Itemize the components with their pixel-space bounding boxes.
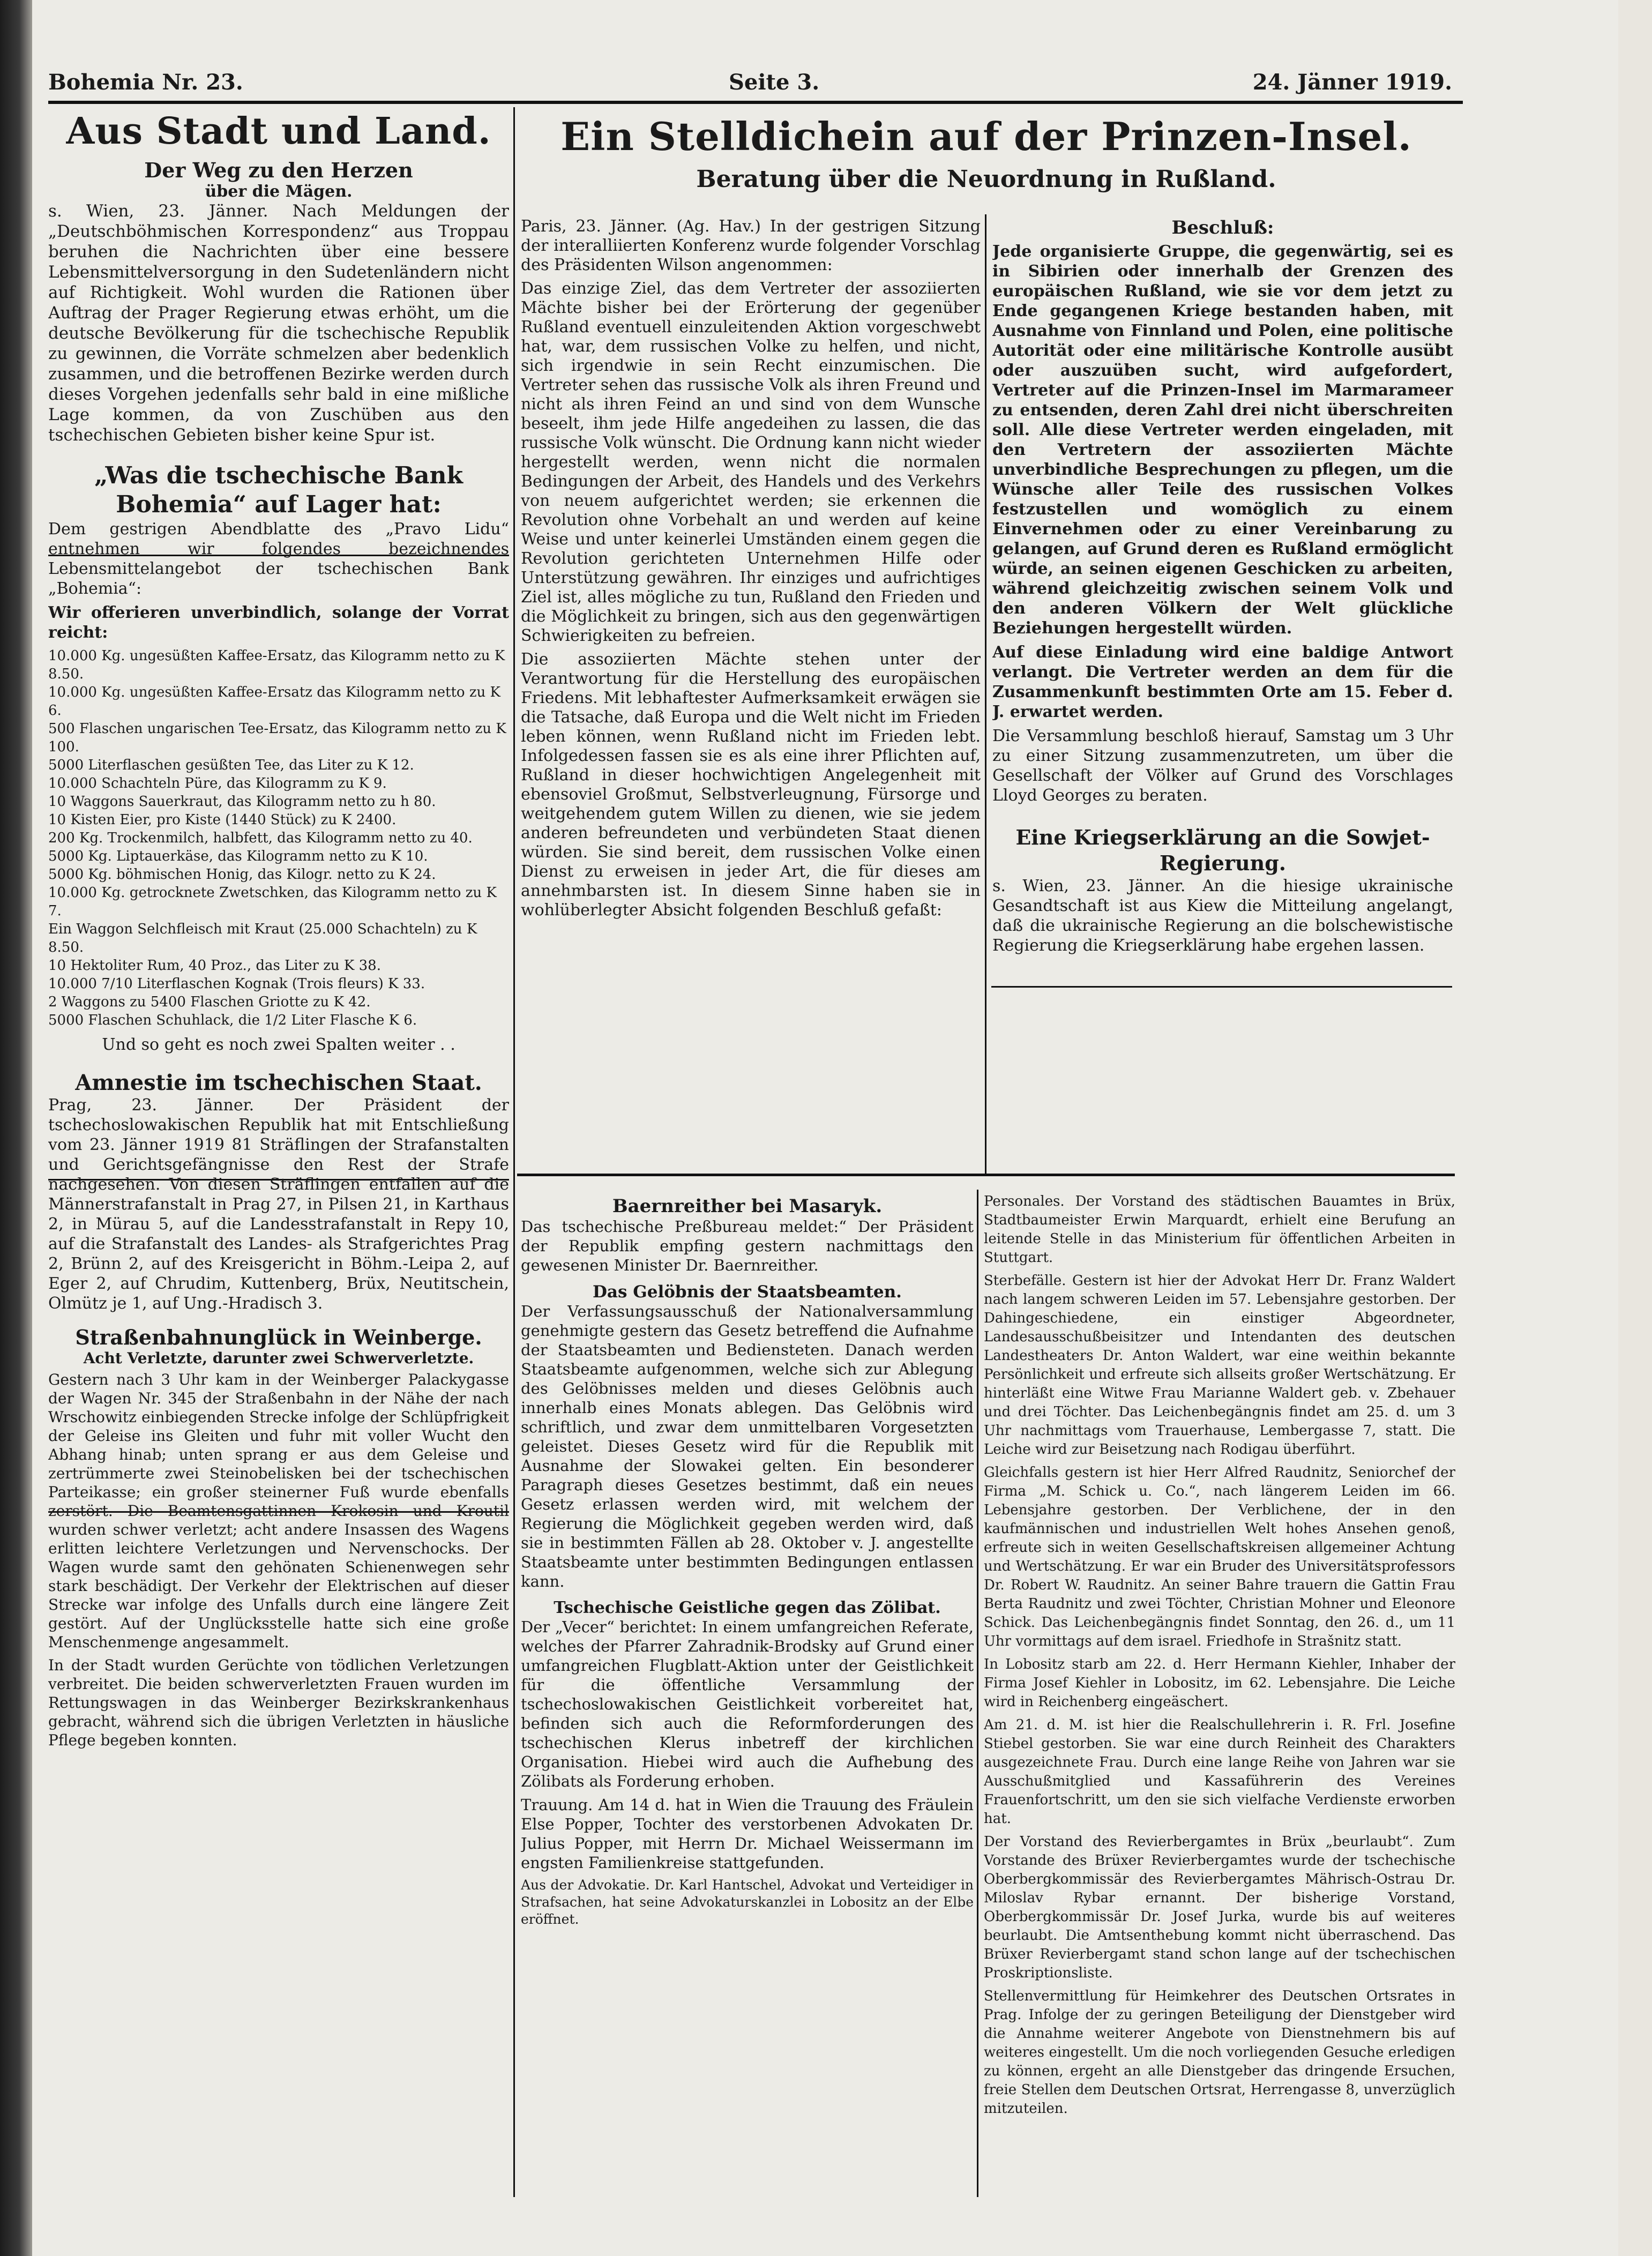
header-left: Bohemia Nr. 23.: [48, 70, 243, 95]
list-item: 5000 Kg. Liptauerkäse, das Kilogramm netto zu K 10.: [48, 848, 428, 864]
article-1-text: s. Wien, 23. Jänner. Nach Meldungen der „Deutschböhmischen Korrespondenz“ aus Troppau beruhen die Nachrichten über eine bessere Lebensmittelversorgung in den Sudetenländern nicht auf Richtigkeit. Wohl wurden die Rationen über Auftrag der Prager Regierung etwas erhöht, um die deutsche Bevölkerung für die tschechische Republik zu gewinnen, die Vorräte schmelzen aber bedenklich zusammen, und die betroffenen Bezirke werden durch dieses Vorgehen jedenfalls sehr bald in eine mißliche Lage kommen, da von Zuschüben aus den tschechischen Gebieten bisher keine Spur ist.: [48, 201, 509, 445]
main-left-column: [521, 217, 981, 1171]
article-3-title: Amnestie im tschechischen Staat.: [75, 1070, 482, 1095]
notice-deaths: Sterbefälle. Gestern ist hier der Advokat Herr Dr. Franz Waldert nach langem schweren Leiden im 57. Lebensjahre gestorben. Der Dahingeschiedene, ein einstiger Abgeordneter, Landesausschußbeisitzer und Intendanten des deutschen Landestheaters Dr. Anton Waldert, war eine weithin bekannte Persönlichkeit und erfreute sich allseits großer Wertschätzung. Er hinterläßt eine Witwe Frau Marianne Waldert geb. v. Zbehauer und drei Töchter. Das Leichenbegängnis findet am 25. d. um 3 Uhr nachmittags vom Trauerhause, Lembergasse 7, statt. Die Leiche wird zur Beisetzung nach Rodigau überführt.: [984, 1273, 1455, 1458]
notice-kiehler: In Lobositz starb am 22. d. Herr Hermann Kiehler, Inhaber der Firma Josef Kiehler in Lobositz, im 62. Lebensjahre. Die Leiche wird in Reichenberg eingeäschert.: [984, 1656, 1455, 1710]
resolution-text-2: Auf diese Einladung wird eine baldige Antwort verlangt. Die Vertreter werden an dem für die Zusammenkunft bestimmten Orte am 15. Feber d. J. erwartet werden.: [992, 643, 1453, 721]
list-item: 10 Waggons Sauerkraut, das Kilogramm netto zu h 80.: [48, 794, 436, 810]
article-1-title: Der Weg zu den Herzen: [144, 158, 413, 182]
main-story-head: [519, 110, 1454, 217]
oath-text: Der Verfassungsausschuß der Nationalversammlung genehmigte gestern das Gesetz betreffend die Aufnahme der Staatsbeamten und Bediensteten. Danach werden Staatsbeamte aufgenommen, welche sich zur Ablegung des Gelöbnisses melden und dieses Gelöbnis auch innerhalb eines Monats ablegen. Das Gelöbnis wird schriftlich, und zwar dem unmittelbaren Vorgesetzten geleistet. Dieses Gesetz wird für die Republik mit Ausnahme der Slowakei gelten. Ein besonderer Paragraph dieses Gesetzes bestimmt, daß ein neues Gesetz erlassen werden wird, mit welchem der Regierung die Möglichkeit gegeben werden wird, daß sie in bestimmten Fällen ab 28. Oktober v. J. angestellte Staatsbeamte unter bestimmten Bedingungen entlassen kann.: [521, 1302, 974, 1590]
page-header: [38, 59, 1452, 102]
list-item: 5000 Flaschen Schuhlack, die 1/2 Liter Flasche K 6.: [48, 1012, 417, 1028]
column-lower-middle: [521, 1192, 974, 2194]
resolution-label: Beschluß:: [1171, 217, 1274, 238]
article-4-text-1: Gestern nach 3 Uhr kam in der Weinberger Palackygasse der Wagen Nr. 345 der Straßenbahn in der Nähe der nach Wrschowitz einbiegenden Strecke infolge der Schlüpfrigkeit der Geleise ins Gleiten und fuhr mit voller Wucht den Abhang hinab; unten sprang er aus dem Geleise und zertrümmerte zwei Steinobelisken bei der tschechischen Parteikasse; ein großer steinerner Fuß wurde ebenfalls zerstört. Die Beamtensgattinnen Krokosin und Kroutil wurden schwer verletzt; acht andere Insassen des Wagens erlitten leichtere Verletzungen und Nervenschocks. Der Wagen wurde samt den gehönaten Schienenwegen sehr stark beschädigt. Der Verkehr der Elektrischen auf dieser Strecke war infolge des Unfalls durch eine längere Zeit gestört. Auf der Unglücksstelle hatte sich eine große Menschenmenge angesammelt.: [48, 1371, 509, 1651]
baernreither-title: Baernreither bei Masaryk.: [612, 1196, 883, 1217]
header-center: Seite 3.: [729, 70, 820, 95]
notice-mining-office: Der Vorstand des Revierbergamtes in Brüx „beurlaubt“. Zum Vorstande des Brüxer Revierbergamtes wurde der tschechische Oberbergkommissär des Revierbergamtes Mährisch-Ostrau Dr. Miloslav Rybar ernannt. Der bisherige Vorstand, Oberbergkommissär Dr. Josef Jurka, wurde bis auf weiteres beurlaubt. Die Amtsenthebung kommt nicht überraschend. Das Brüxer Revierbergamt stand schon lange auf der tschechischen Proskriptionsliste.: [984, 1834, 1455, 1981]
article-1-subtitle: über die Mägen.: [205, 182, 353, 201]
list-item: 10 Hektoliter Rum, 40 Proz., das Liter zu K 38.: [48, 958, 381, 974]
list-item: Ein Waggon Selchfleisch mit Kraut (25.000 Schachteln) zu K 8.50.: [48, 921, 477, 955]
article-2-offer: Wir offerieren unverbindlich, solange der Vorrat reicht:: [48, 603, 509, 642]
article-2-intro: Dem gestrigen Abendblatte des „Pravo Lidu“ entnehmen wir folgendes bezeichnendes Lebensmittelangebot der tschechischen Bank „Bohemia“:: [48, 520, 509, 598]
column-1: [48, 110, 509, 2189]
list-item: 10 Kisten Eier, pro Kiste (1440 Stück) zu K 2400.: [48, 812, 397, 828]
article-2-end: Und so geht es noch zwei Spalten weiter . .: [102, 1035, 455, 1054]
main-right-column: [992, 217, 1453, 1171]
main-text-2: Das einzige Ziel, das dem Vertreter der assoziierten Mächte bisher bei der Erörterung der gegenüber Rußland eventuell einzuleitenden Aktion vorgeschwebt hat, war, dem russischen Volke zu helfen, und nicht, sich irgendwie in sein Recht einzumischen. Die Vertreter sehen das russische Volk als ihren Freund und nicht als ihren Feind an und sind von dem Wunsche beseelt, ihm jede Hilfe angedeihen zu lassen, die das russische Volk wünscht. Die Ordnung kann nicht wieder hergestellt werden, wenn nicht die normalen Bedingungen der Arbeit, des Handels und des Verkehrs von neuem aufgerichtet werden; sie erkennen die Revolution ohne Vorbehalt an und werden auf keine Weise und unter keinerlei Umständen einem gegen die Revolution gerichteten Unternehmen Hilfe oder Unterstützung gewähren. Ihr einziges und aufrichtiges Ziel ist, alles mögliche zu tun, Rußland den Frieden und die Möglichkeit zu bringen, sich aus den gegenwärtigen Schwierigkeiten zu befreien.: [521, 279, 981, 645]
header-right: 24. Jänner 1919.: [1252, 70, 1452, 95]
column-rule-3: [977, 1190, 978, 2197]
notice-stiebel: Am 21. d. M. ist hier die Realschullehrerin i. R. Frl. Josefine Stiebel gestorben. Sie war eine durch Reinheit des Charakters ausgezeichnete Frau. Durch eine lange Reihe von Jahren war sie Ausschußmitglied und Kassaführerin des Vereines Frauenfortschritt, um den sie sich vielfache Verdienste erworben hat.: [984, 1717, 1455, 1827]
main-subhead: Beratung über die Neuordnung in Rußland.: [696, 166, 1276, 193]
section-title: Aus Stadt und Land.: [66, 110, 491, 153]
list-item: 10.000 Schachteln Püre, das Kilogramm zu K 9.: [48, 775, 387, 791]
main-text-3: Die assoziierten Mächte stehen unter der Verantwortung für die Herstellung des europäischen Friedens. Mit lebhaftester Aufmerksamkeit erwägen sie die Tatsache, daß Europa und die Welt nicht im Frieden leben können, wenn Rußland nicht im Frieden lebt. Infolgedessen fassen sie es als eine ihrer Pflichten auf, Rußland in dieser hochwichtigen Angelegenheit mit ebensoviel Großmut, Selbstverleugnung, Fürsorge und weitgehendem gutem Willen zu dienen, wie sie jedem anderen befreundeten und verbündeten Staat dienen würden. Sie sind bereit, dem russischen Volke einen Dienst zu erweisen in jeder Art, die für dieses am annehmbarsten ist. In diesem Sinne haben sie in wohlüberlegter Absicht folgenden Beschluß gefaßt:: [521, 650, 981, 920]
list-item: 10.000 Kg. getrocknete Zwetschken, das Kilogramm netto zu K 7.: [48, 885, 497, 919]
main-headline: Ein Stelldichein auf der Prinzen-Insel.: [560, 114, 1412, 159]
article-3-text: Prag, 23. Jänner. Der Präsident der tschechoslowakischen Republik hat mit Entschließung vom 23. Jänner 1919 81 Sträflingen der Strafanstalten und Gerichtsgefängnisse den Rest der Strafe nachgesehen. Von diesen Sträflingen entfallen auf die Männerstrafanstalt in Prag 27, in Pilsen 21, in Karthaus 2, in Mürau 5, auf die Landesstrafanstalt in Repy 10, auf die Strafanstalt des Landes- als Strafgerichtes Prag 2, Brünn 2, auf des Kreisgericht in Böhm.-Leipa 2, auf Eger 2, auf Chrudim, Kuttenberg, Brüx, Neutitschein, Olmütz je 1, auf Ung.-Hradisch 3.: [48, 1096, 509, 1313]
resolution-text-1: Jede organisierte Gruppe, die gegenwärtig, sei es in Sibirien oder innerhalb der Grenzen des europäischen Rußland, wie sie vor dem jetzt zu Ende gegangenen Kriege bestanden haben, mit Ausnahme von Finnland und Polen, eine politische Autorität oder eine militärische Kontrolle ausübt oder auszuüben sucht, wird aufgefordert, Vertreter auf die Prinzen-Insel im Marmarameer zu entsenden, deren Zahl drei nicht überschreiten soll. Alle diese Vertreter werden eingeladen, mit den Vertretern der assoziierten Mächte unverbindliche Besprechungen zu pflegen, um die Wünsche aller Teile des russischen Volkes festzustellen und womöglich zu einem Einvernehmen oder zu einer Vereinbarung zu gelangen, auf Grund deren es Rußland ermöglicht würde, an seinen eigenen Geschicken zu arbeiten, während gleichzeitig zwischen seinem Volk und den anderen Völkern der Welt glückliche Beziehungen hergestellt würden.: [992, 242, 1453, 638]
list-item: 10.000 Kg. ungesüßten Kaffee-Ersatz das Kilogramm netto zu K 6.: [48, 684, 500, 719]
offer-list: [48, 647, 509, 1029]
article-4-text-2: In der Stadt wurden Gerüchte von tödlichen Verletzungen verbreitet. Die beiden schwerverletzten Frauen wurden im Rettungswagen in das Weinberger Bezirkskrankenhaus gebracht, während sich die übrigen Verletzten in häusliche Pflege begeben konnten.: [48, 1656, 509, 1749]
list-item: 500 Flaschen ungarischen Tee-Ersatz, das Kilogramm netto zu K 100.: [48, 721, 506, 755]
wedding-text: Trauung. Am 14 d. hat in Wien die Trauung des Fräulein Else Popper, Tochter des verstorbenen Advokaten Dr. Julius Popper, mit Herrn Dr. Michael Weissermann im engsten Familienkreise stattgefunden.: [521, 1796, 974, 1872]
article-4-title: Straßenbahnunglück in Weinberge.: [75, 1325, 482, 1349]
oath-title: Das Gelöbnis der Staatsbeamten.: [593, 1282, 902, 1302]
list-item: 5000 Kg. böhmischen Honig, das Kilogr. netto zu K 24.: [48, 866, 436, 883]
notice-job-placement: Stellenvermittlung für Heimkehrer des Deutschen Ortsrates in Prag. Infolge der zu geringen Beteiligung der Dienstgeber wird die Annahme weiterer Angebote von Dienstnehmern bis auf weiteres eingestellt. Um die noch vorliegenden Gesuche erledigen zu können, ergeht an alle Dienstgeber das dringende Ersuchen, freie Stellen dem Deutschen Ortsrat, Herrengasse 8, unverzüglich mitzuteilen.: [984, 1988, 1455, 2117]
advocacy-text: Aus der Advokatie. Dr. Karl Hantschel, Advokat und Verteidiger in Strafsachen, hat seine Advokaturskanzlei in Lobositz an der Elbe eröffnet.: [521, 1877, 974, 1927]
list-item: 200 Kg. Trockenmilch, halbfett, das Kilogramm netto zu 40.: [48, 830, 473, 846]
column-rule-2: [985, 214, 986, 1174]
celibacy-title: Tschechische Geistliche gegen das Zölibat.: [554, 1598, 941, 1617]
article-2-title: „Was die tschechische Bank Bohemia“ auf Lager hat:: [94, 462, 463, 518]
war-declaration-text: s. Wien, 23. Jänner. An die hiesige ukrainische Gesandtschaft ist aus Kiew die Mitteilung angelangt, daß die ukrainische Regierung an die bolschewistische Regierung die Kriegserklärung habe ergehen lassen.: [992, 877, 1453, 955]
list-item: 10.000 Kg. ungesüßten Kaffee-Ersatz, das Kilogramm netto zu K 8.50.: [48, 648, 505, 682]
list-item: 2 Waggons zu 5400 Flaschen Griotte zu K 42.: [48, 994, 371, 1010]
baernreither-text: Das tschechische Preßbureau meldet:“ Der Präsident der Republik empfing gestern nachmittags den gewesenen Minister Dr. Baernreither.: [521, 1217, 974, 1274]
notice-personnel: Personales. Der Vorstand des städtischen Bauamtes in Brüx, Stadtbaumeister Erwin Marquardt, erhielt eine Berufung an leitende Stelle in das Ministerium für öffentlichen Arbeiten in Stuttgart.: [984, 1193, 1455, 1266]
list-item: 5000 Literflaschen gesüßten Tee, das Liter zu K 12.: [48, 757, 414, 773]
article-4-subtitle: Acht Verletzte, darunter zwei Schwerverletzte.: [83, 1349, 474, 1367]
main-text-1: Paris, 23. Jänner. (Ag. Hav.) In der gestrigen Sitzung der interalliierten Konferenz wurde folgender Vorschlag des Präsidenten Wilson angenommen:: [521, 217, 981, 274]
resolution-text-3: Die Versammlung beschloß hierauf, Samstag um 3 Uhr zu einer Sitzung zusammenzutreten, um über die Gesellschaft der Völker auf Grund des Vorschlages Lloyd Georges zu beraten.: [992, 727, 1453, 805]
war-declaration-title: Eine Kriegserklärung an die Sowjet-Regierung.: [1015, 825, 1430, 875]
headline-rule: [517, 1174, 1455, 1176]
header-rule: [48, 101, 1463, 104]
notice-raudnitz: Gleichfalls gestern ist hier Herr Alfred Raudnitz, Seniorchef der Firma „M. Schick u. Co.“, nach längerem Leiden im 66. Lebensjahre gestorben. Der Verblichene, der in den kaufmännischen und industriellen Welt hohes Ansehen genoß, erfreute sich in weiten Gesellschaftskreisen allgemeiner Achtung und Wertschätzung. Er war ein Bruder des Universitätsprofessors Dr. Robert W. Raudnitz. An seiner Bahre trauern die Gattin Frau Berta Raudnitz und zwei Töchter, Christian Mohner und Eleonore Schick. Das Leichenbegängnis findet Sonntag, den 26. d., um 11 Uhr vormittags auf dem israel. Friedhofe in Strašnitz statt.: [984, 1465, 1455, 1649]
scan-edge: [0, 0, 32, 2256]
celibacy-text: Der „Vecer“ berichtet: In einem umfangreichen Referate, welches der Pfarrer Zahradnik-Brodsky auf Grund einer umfangreichen Flugblatt-Aktion unter der Geistlichkeit für die öffentliche Versammlung der tschechoslowakischen Geistlichkeit vorbereitet hat, befinden sich auch die Reformforderungen des tschechischen Klerus inbetreff der kirchlichen Organisation. Hiebei wird auch die Aufhebung des Zölibats als Forderung erhoben.: [521, 1618, 974, 1790]
column-rule-1: [513, 107, 515, 2197]
list-item: 10.000 7/10 Literflaschen Kognak (Trois fleurs) K 33.: [48, 976, 425, 992]
column-lower-right: [984, 1192, 1455, 2194]
